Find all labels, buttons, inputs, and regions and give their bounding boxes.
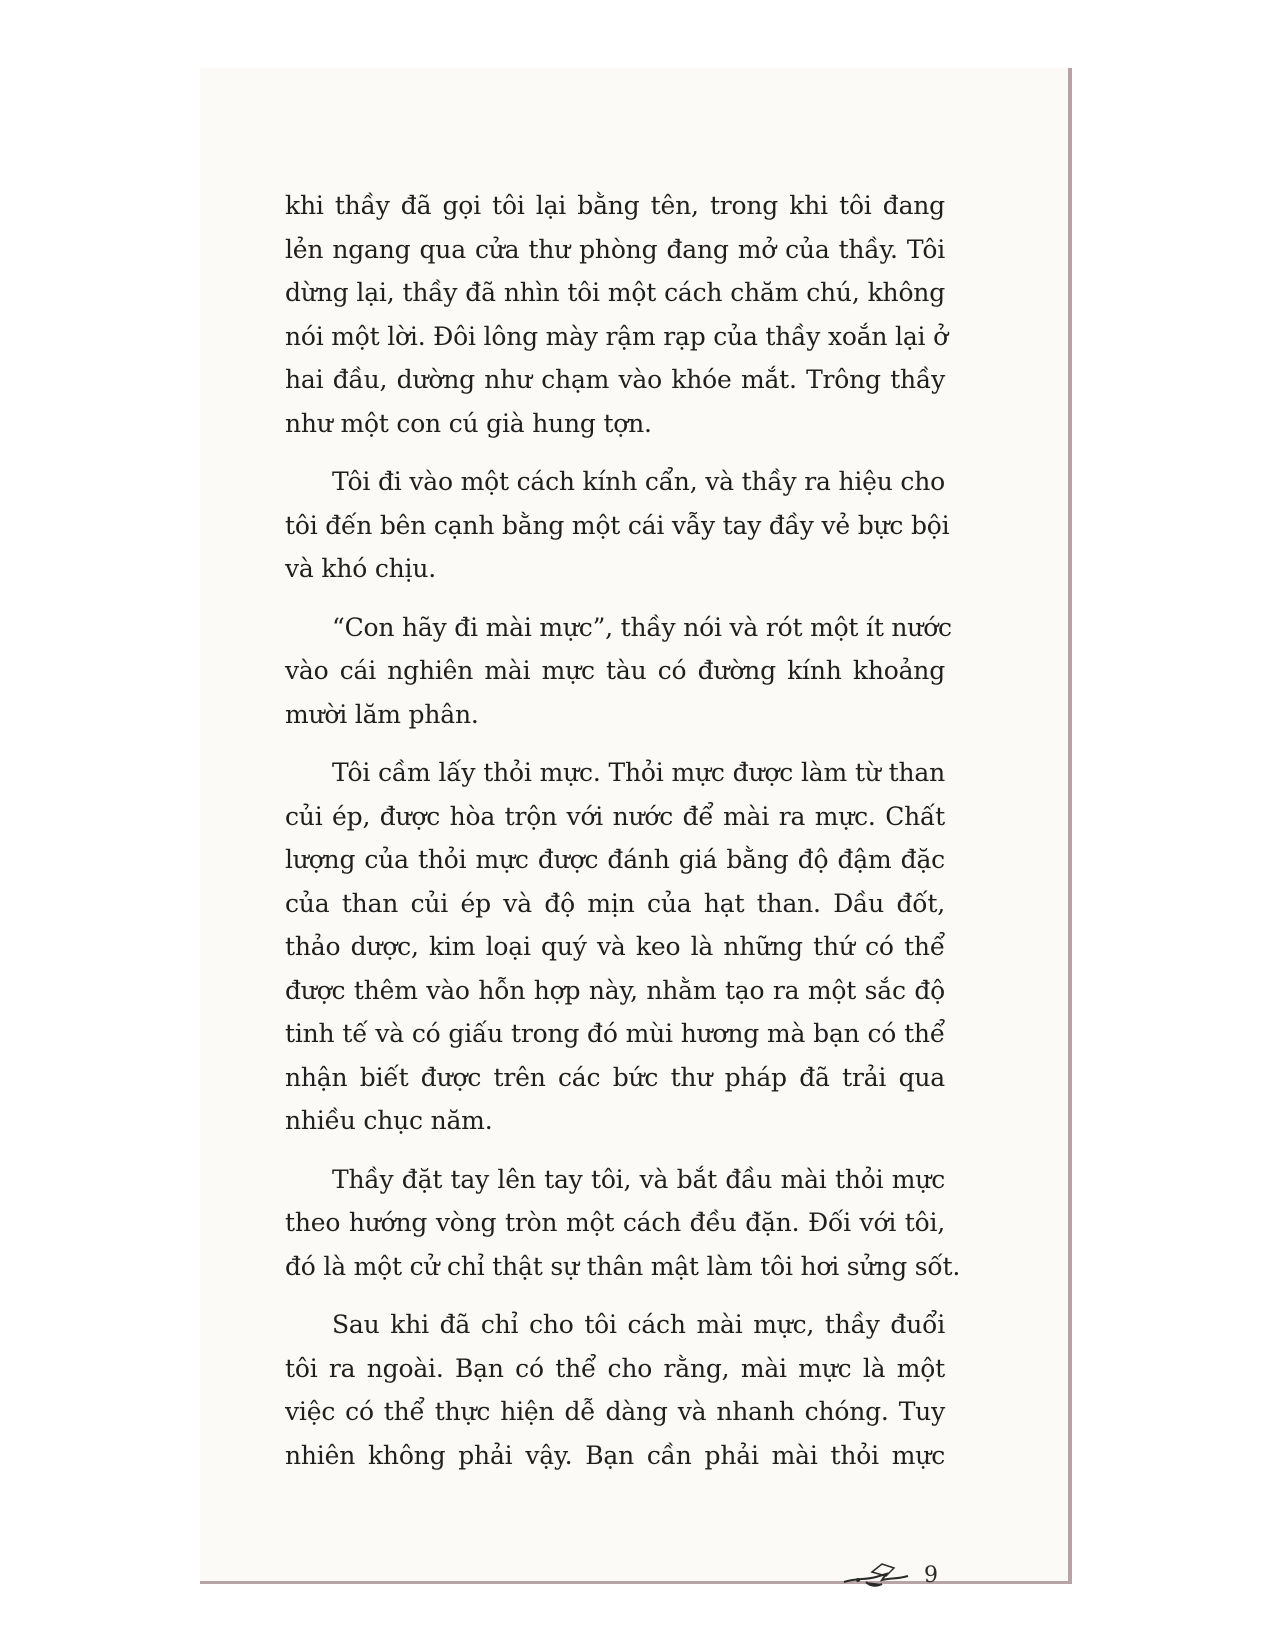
page-footer — [842, 1560, 938, 1590]
paragraph-1 — [285, 184, 948, 445]
text-line: nhiên không phải vậy. Bạn cần phải mài thỏi mực — [285, 1440, 945, 1470]
text-line: đó là một cử chỉ thật sự thân mật làm tôi hơi sửng sốt. — [285, 1251, 961, 1281]
text-line: nhiều chục năm. — [285, 1106, 493, 1135]
text-line: việc có thể thực hiện dễ dàng và nhanh chóng. Tuy — [285, 1397, 945, 1426]
text-line: Tôi đi vào một cách kính cẩn, và thầy ra hiệu cho — [332, 467, 945, 496]
text-line: Sau khi đã chỉ cho tôi cách mài mực, thầy đuổi — [332, 1310, 945, 1339]
text-line: lẻn ngang qua cửa thư phòng đang mở của thầy. Tôi — [285, 234, 945, 264]
text-line: dừng lại, thầy đã nhìn tôi một cách chăm chú, không — [285, 278, 945, 307]
text-line: nhận biết được trên các bức thư pháp đã trải qua — [285, 1062, 945, 1092]
text-line: vào cái nghiên mài mực tàu có đường kính khoảng — [285, 656, 945, 685]
text-line: khi thầy đã gọi tôi lại bằng tên, trong khi tôi đang — [285, 191, 945, 220]
text-line: củi ép, được hòa trộn với nước để mài ra mực. Chất — [285, 801, 945, 831]
text-line: tôi đến bên cạnh bằng một cái vẫy tay đầy vẻ bực bội — [285, 510, 950, 540]
body-text — [285, 184, 961, 1492]
paragraph-5 — [285, 1158, 961, 1289]
text-line: tinh tế và có giấu trong đó mùi hương mà bạn có thể — [285, 1019, 945, 1048]
text-line: nói một lời. Đôi lông mày rậm rạp của thầy xoắn lại ở — [285, 321, 948, 351]
text-line: và khó chịu. — [285, 554, 436, 583]
text-line: mười lăm phân. — [285, 699, 479, 729]
paragraph-3 — [285, 606, 952, 737]
text-line: theo hướng vòng tròn một cách đều đặn. Đối với tôi, — [285, 1208, 945, 1237]
text-line: hai đầu, dường như chạm vào khóe mắt. Trông thầy — [285, 365, 945, 394]
ink-brush-ornament-icon — [842, 1560, 914, 1590]
text-line: thảo dược, kim loại quý và keo là những thứ có thể — [285, 932, 945, 961]
text-line: “Con hãy đi mài mực”, thầy nói và rót một ít nước — [332, 612, 952, 642]
page-number: 9 — [924, 1562, 938, 1588]
paragraph-2 — [285, 460, 950, 591]
book-page — [200, 68, 1072, 1588]
text-line: của than củi ép và độ mịn của hạt than. Dầu đốt, — [285, 888, 945, 918]
text-line: được thêm vào hỗn hợp này, nhằm tạo ra một sắc độ — [285, 975, 945, 1005]
paragraph-4 — [285, 751, 945, 1143]
text-line: lượng của thỏi mực được đánh giá bằng độ đậm đặc — [285, 845, 945, 874]
paragraph-6 — [285, 1303, 945, 1477]
text-line: tôi ra ngoài. Bạn có thể cho rằng, mài mực là một — [285, 1353, 945, 1383]
text-line: như một con cú già hung tợn. — [285, 408, 652, 438]
text-line: Thầy đặt tay lên tay tôi, và bắt đầu mài thỏi mực — [332, 1164, 945, 1194]
text-line: Tôi cầm lấy thỏi mực. Thỏi mực được làm từ than — [332, 758, 945, 787]
